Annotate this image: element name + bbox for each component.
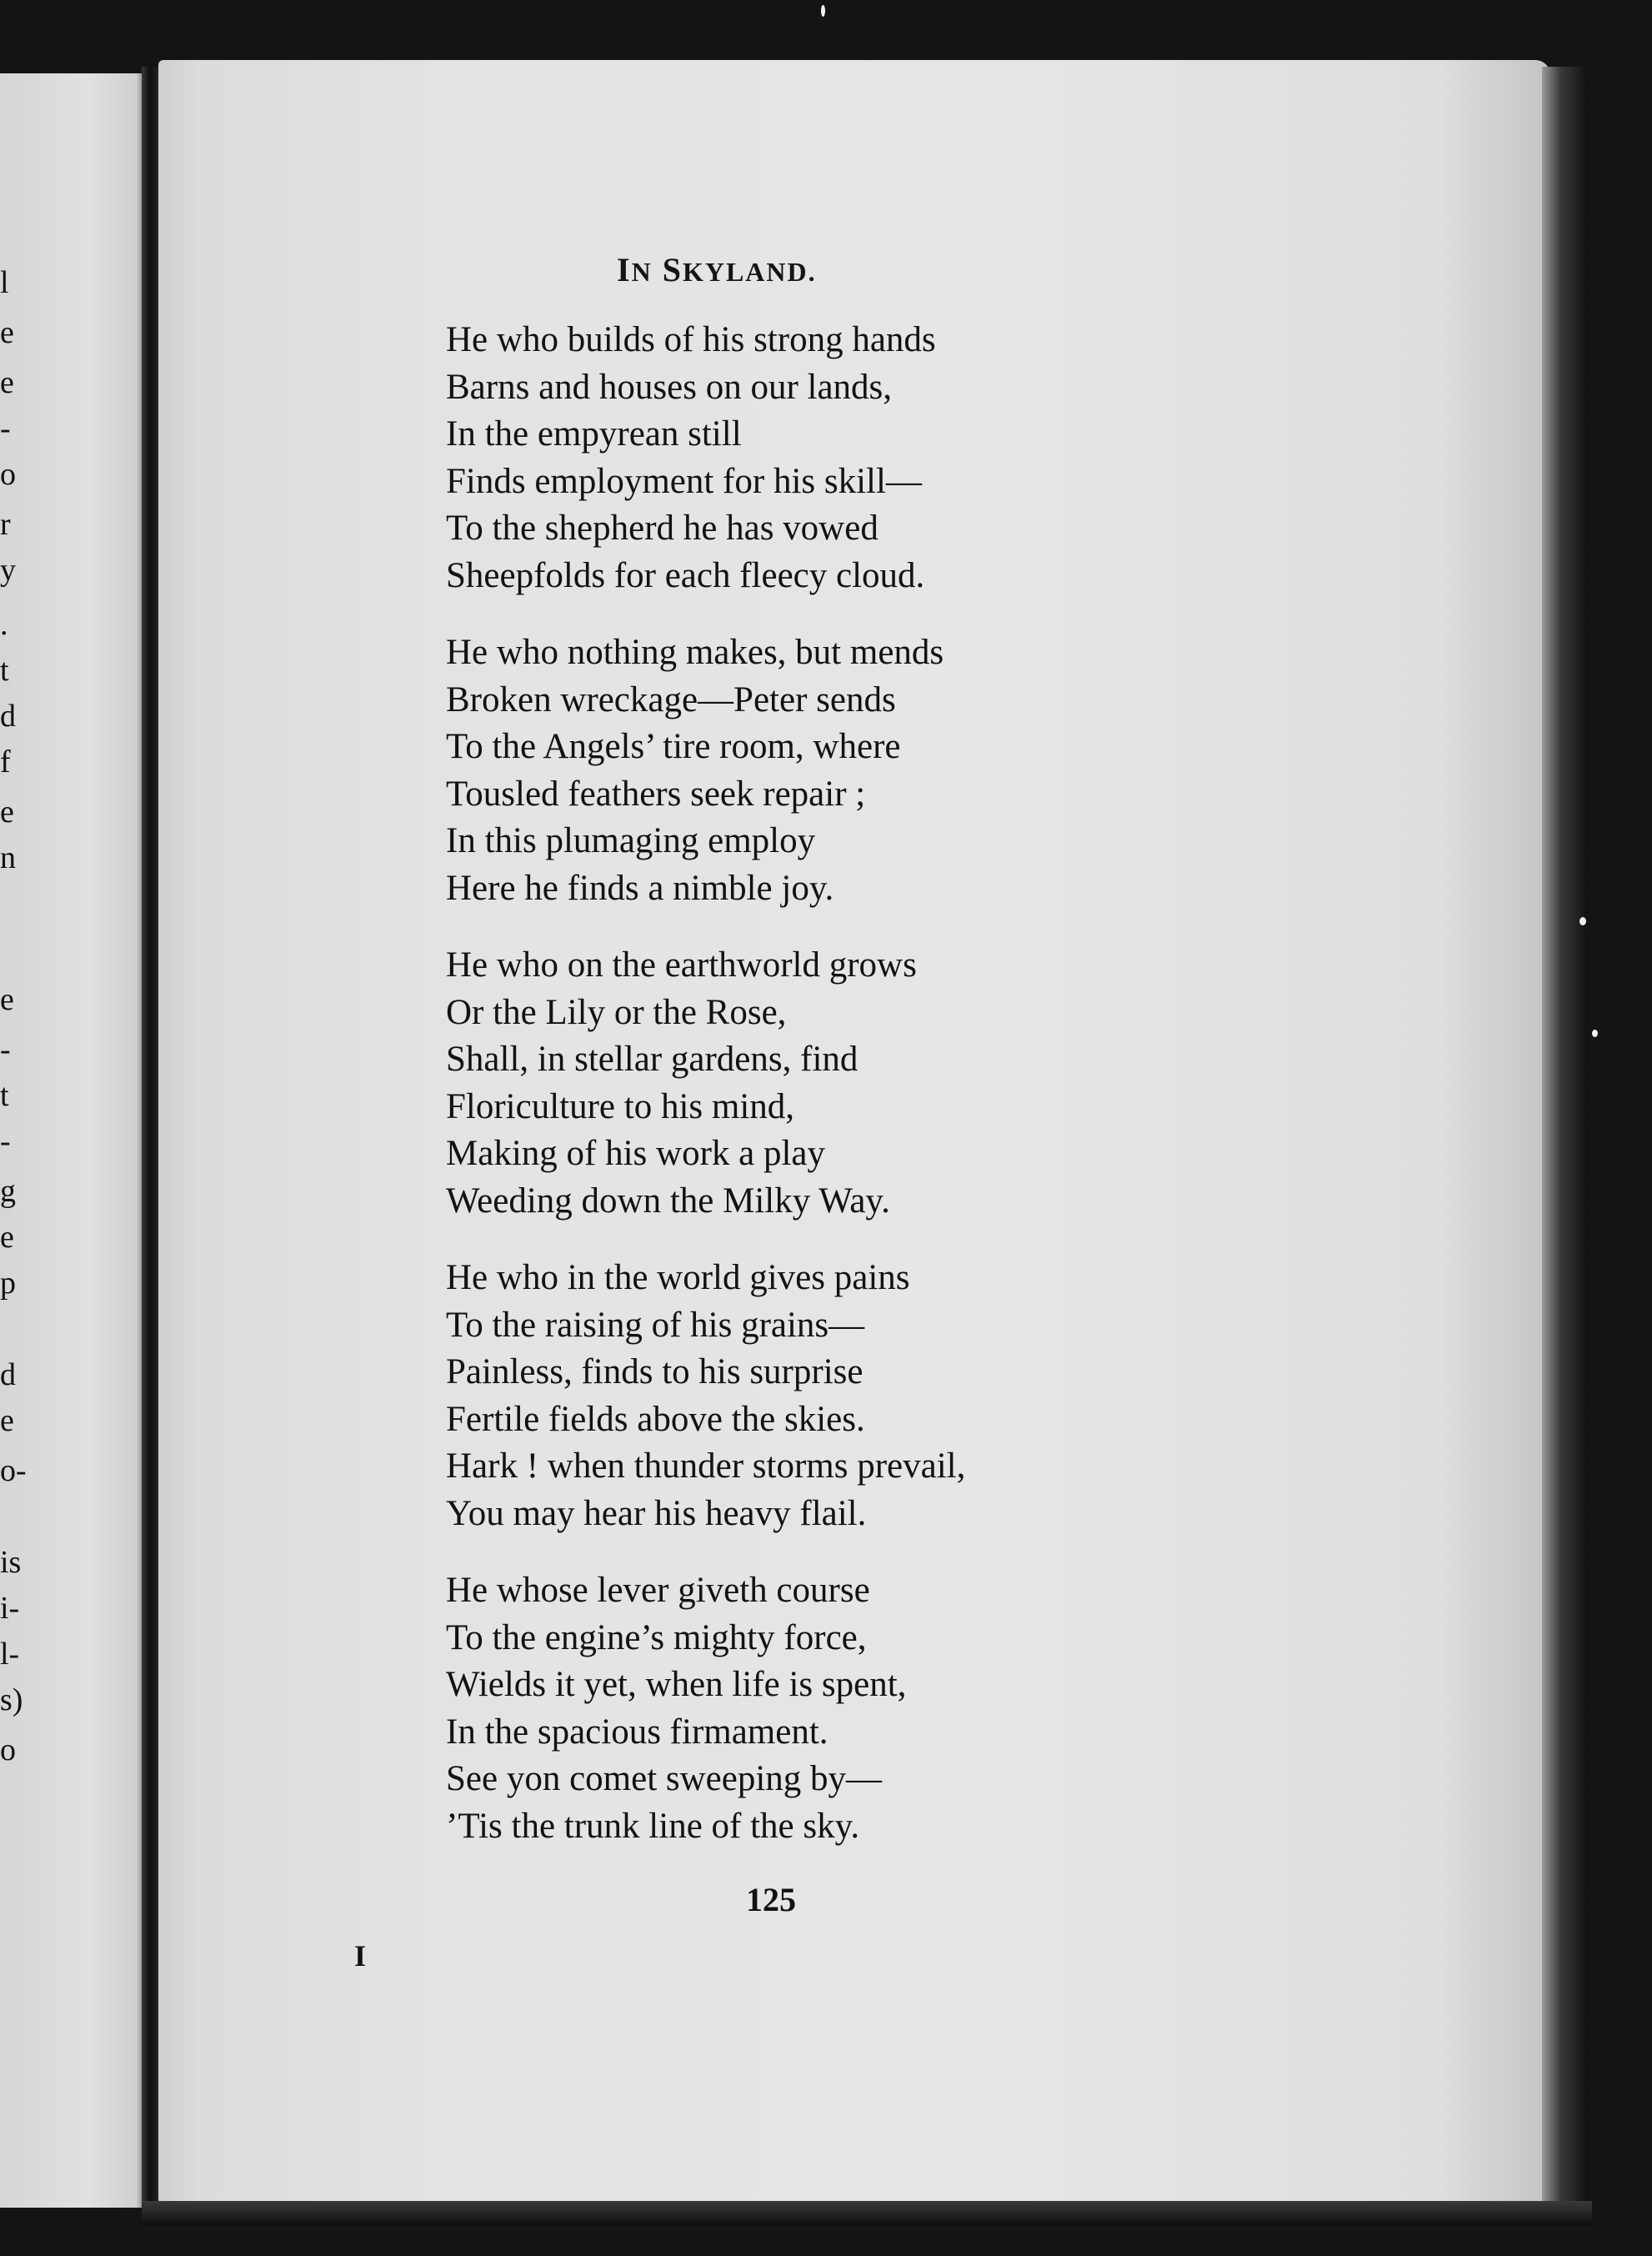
left-page-text-fragment: .	[0, 607, 8, 642]
poem-line: You may hear his heavy flail.	[446, 1493, 867, 1533]
poem-line: ’Tis the trunk line of the sky.	[446, 1806, 860, 1846]
stanza	[446, 317, 1129, 599]
stanza	[446, 1255, 1129, 1537]
title-rest-2: KYLAND.	[682, 257, 817, 287]
left-page-text-fragment: is	[0, 1545, 22, 1580]
left-page-text-fragment: l	[0, 265, 9, 300]
poem-line: Here he finds a nimble joy.	[446, 868, 834, 908]
left-page-text-fragment: r	[0, 507, 11, 542]
left-page-text-fragment: o-	[0, 1453, 27, 1488]
title-rest-1: N	[631, 257, 653, 287]
poem-line: Weeding down the Milky Way.	[446, 1181, 890, 1221]
page-number: 125	[746, 1881, 796, 1918]
left-page-text-fragment: e	[0, 315, 14, 350]
book-gutter	[142, 67, 160, 2218]
left-page-text-fragment: p	[0, 1266, 16, 1301]
stanza	[446, 629, 1129, 912]
stanza	[446, 1567, 1129, 1850]
poem-line: Tousled feathers seek repair ;	[446, 774, 866, 814]
poem-line: Making of his work a play	[446, 1134, 826, 1173]
left-page-text-fragment: y	[0, 553, 16, 588]
poem-line: Floriculture to his mind,	[446, 1086, 795, 1126]
left-page-text-fragment: d	[0, 699, 16, 734]
left-page-text-fragment: t	[0, 653, 9, 688]
poem-line: Painless, finds to his surprise	[446, 1352, 864, 1391]
poem-line: Or the Lily or the Rose,	[446, 992, 787, 1032]
poem-line: See yon comet sweeping by—	[446, 1759, 883, 1798]
signature-mark: I	[354, 1939, 367, 1973]
left-page-text-fragment: e	[0, 1403, 14, 1438]
poem-line: Sheepfolds for each fleecy cloud.	[446, 555, 925, 595]
poem-line: Finds employment for his skill—	[446, 461, 922, 501]
left-page-text-fragment: g	[0, 1174, 16, 1209]
page-edge-shadow	[1542, 67, 1588, 2201]
facing-page-left	[0, 73, 148, 2208]
scan-speck	[1579, 917, 1586, 925]
poem-line: Broken wreckage—Peter sends	[446, 679, 896, 719]
left-page-text-fragment: -	[0, 1124, 11, 1159]
left-page-text-fragment: s)	[0, 1682, 23, 1717]
left-page-text-fragment: d	[0, 1357, 16, 1392]
left-page-text-fragment: n	[0, 840, 16, 875]
scan-speck	[821, 5, 825, 17]
poem-line: Hark ! when thunder storms prevail,	[446, 1446, 966, 1486]
left-page-text-fragment: l-	[0, 1637, 20, 1672]
left-page-text-fragment: e	[0, 982, 14, 1017]
stanza	[446, 942, 1129, 1225]
poem-line: To the shepherd he has vowed	[446, 509, 879, 548]
poem-line: He who builds of his strong hands	[446, 320, 936, 359]
left-page-text-fragment: t	[0, 1078, 9, 1113]
left-page-text-fragment: -	[0, 1032, 11, 1067]
page-bottom-shadow	[142, 2201, 1592, 2226]
poem-line: He who in the world gives pains	[446, 1258, 910, 1297]
poem-line: To the raising of his grains—	[446, 1305, 865, 1345]
poem-line: To the engine’s mighty force,	[446, 1617, 867, 1657]
left-page-text-fragment: -	[0, 411, 11, 446]
poem-line: He whose lever giveth course	[446, 1571, 870, 1610]
poem-title	[617, 250, 884, 289]
left-page-text-fragment: e	[0, 365, 14, 400]
poem-line: Shall, in stellar gardens, find	[446, 1040, 859, 1079]
poem-line: In the empyrean still	[446, 414, 742, 454]
poem-line: In this plumaging employ	[446, 821, 816, 860]
poem-body	[446, 317, 1129, 1880]
title-initial-1: I	[617, 251, 632, 288]
poem-line: He who nothing makes, but mends	[446, 633, 944, 672]
left-page-text-fragment: e	[0, 1220, 14, 1255]
poem-line: Barns and houses on our lands,	[446, 367, 893, 407]
poem-line: Fertile fields above the skies.	[446, 1399, 865, 1439]
title-initial-2: S	[662, 251, 683, 288]
left-page-text-fragment: f	[0, 744, 11, 780]
poem-line: Wields it yet, when life is spent,	[446, 1665, 907, 1704]
poem-line: In the spacious firmament.	[446, 1712, 829, 1752]
left-page-text-fragment: i-	[0, 1591, 20, 1626]
scan-speck	[1592, 1030, 1598, 1037]
left-page-text-fragment: o	[0, 457, 16, 492]
poem-line: To the Angels’ tire room, where	[446, 727, 901, 766]
left-page-text-fragment: o	[0, 1732, 16, 1767]
left-page-text-fragment: e	[0, 795, 14, 830]
poem-line: He who on the earthworld grows	[446, 945, 917, 985]
